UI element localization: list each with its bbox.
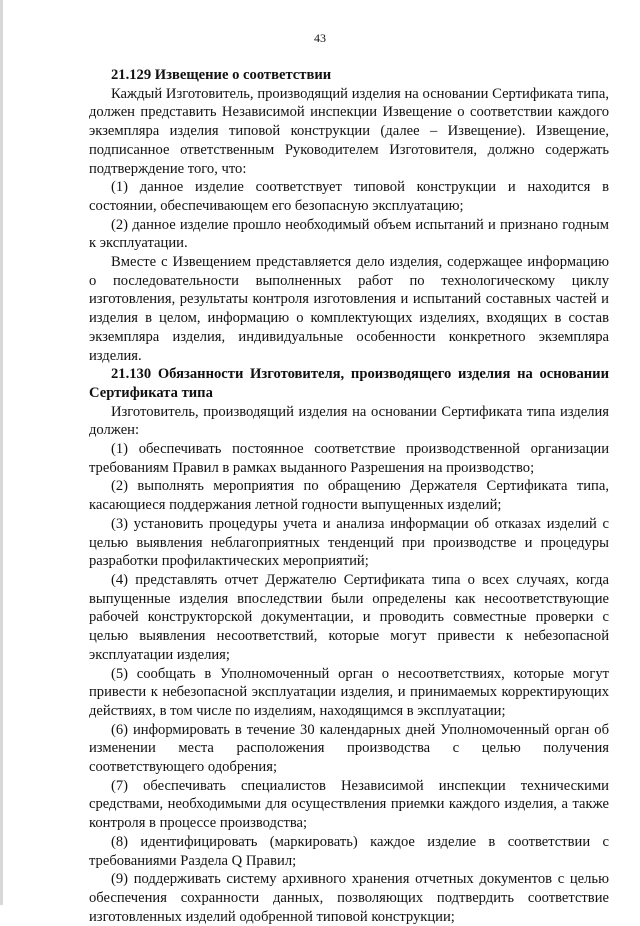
paragraph: (4) представлять отчет Держателю Сертификата типа о всех случаях, когда выпущенные изделия впоследствии были определены как несоответствующие рабочей конструкторской документации, и проводить совместные проверки с целью выявления несоответствий, которые могут привести к небезопасной эксплуатации изделия; — [89, 571, 609, 663]
paragraph: Вместе с Извещением представляется дело изделия, содержащее информацию о последовательности выполненных работ по технологическому циклу изготовления, результаты контроля изготовления и испытаний составных частей и изделия в целом, информацию о комплектующих изделиях, входящих в состав экземпляра изделия, индивидуальные особенности конкретного экземпляра изделия. — [89, 254, 609, 364]
paragraph: (8) идентифицировать (маркировать) каждое изделие в соответствии с требованиями Раздела Q Правил; — [89, 833, 609, 869]
paragraph: (7) обеспечивать специалистов Независимой инспекции техническими средствами, необходимыми для осуществления приемки каждого изделия, а также контроля в процессе производства; — [89, 777, 609, 832]
document-body — [89, 66, 609, 926]
paragraph: (1) обеспечивать постоянное соответствие производственной организации требованиям Правил в рамках выданного Разрешения на производство; — [89, 441, 609, 476]
paragraph: (2) выполнять мероприятия по обращению Держателя Сертификата типа, касающиеся поддержания летной годности выпущенных изделий; — [89, 478, 609, 514]
paragraph: Каждый Изготовитель, производящий изделия на основании Сертификата типа, должен представить Независимой инспекции Извещение о соответствии каждого экземпляра изделия типовой конструкции (далее – Извещение). Извещение, подписанное ответственным Руководителем Изготовителя, должно содержать подтверждение того, что: — [89, 85, 609, 177]
paragraph: (3) установить процедуры учета и анализа информации об отказах изделий с целью выявления неблагоприятных тенденций при производстве и процедуры разработки профилактических мероприятий; — [89, 515, 609, 570]
paragraph: (5) сообщать в Уполномоченный орган о несоответствиях, которые могут привести к небезопасной эксплуатации изделия, и принимаемых корректирующих действиях, в том числе по изделиям, находящимся в эксплуатации; — [89, 665, 609, 719]
section-heading: 21.130 Обязанности Изготовителя, производящего изделия на основании Сертификата типа — [89, 366, 609, 401]
paragraph: (1) данное изделие соответствует типовой конструкции и находится в состоянии, обеспечивающем его безопасную эксплуатацию; — [89, 179, 609, 214]
section-heading: 21.129 Извещение о соответствии — [111, 67, 332, 83]
paragraph: (6) информировать в течение 30 календарных дней Уполномоченный орган об изменении места расположения производства с целью получения соответствующего одобрения; — [89, 721, 609, 776]
page-number: 43 — [314, 31, 326, 45]
paragraph: (9) поддерживать систему архивного хранения отчетных документов с целью обеспечения сохранности данных, позволяющих подтвердить соответствие изготовленных изделий одобренной типовой конструкции; — [89, 871, 609, 925]
paragraph: Изготовитель, производящий изделия на основании Сертификата типа изделия должен: — [89, 403, 609, 439]
scan-edge — [0, 0, 3, 905]
paragraph: (2) данное изделие прошло необходимый объем испытаний и признано годным к эксплуатации. — [89, 216, 609, 252]
